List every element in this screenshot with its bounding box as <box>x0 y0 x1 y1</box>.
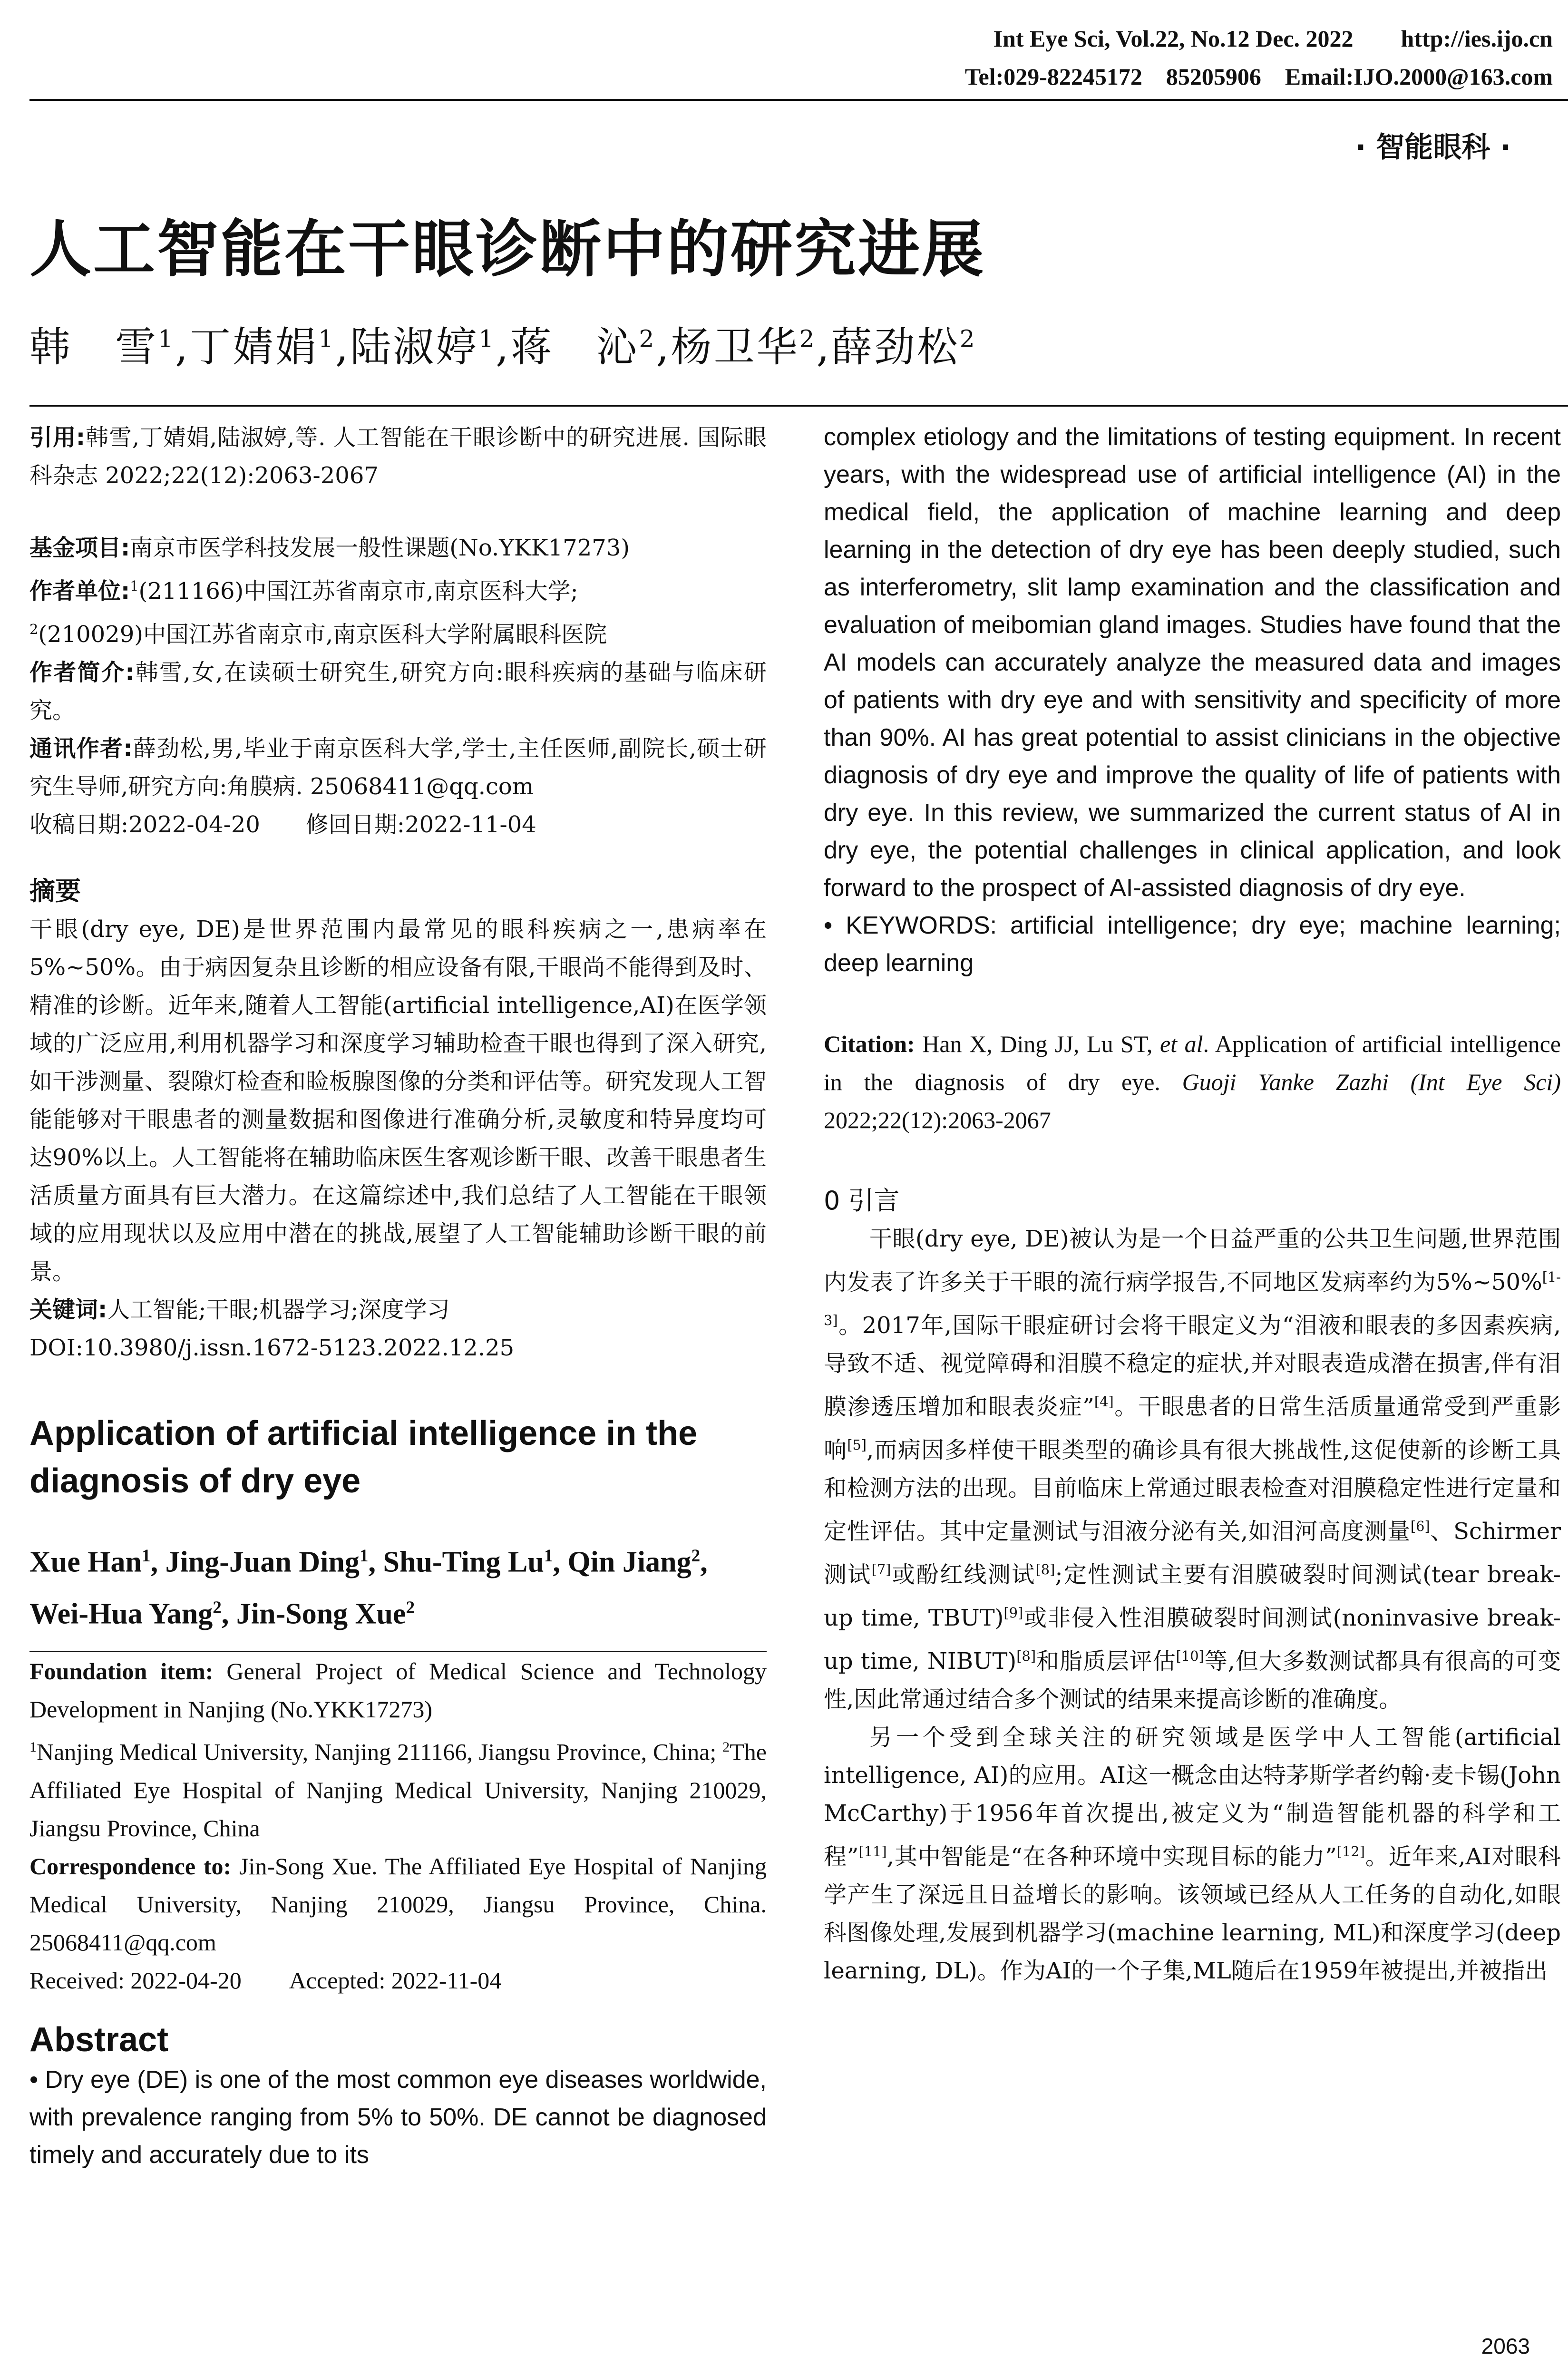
author-name: , Jing-Juan Ding <box>150 1546 360 1578</box>
correspondence-label: Correspondence to: <box>29 1852 232 1880</box>
page-number: 2063 <box>1481 2334 1530 2358</box>
received-en: Received: 2022-04-20 Accepted: 2022-11-04 <box>29 1967 502 1994</box>
reference-mark: [9] <box>1003 1605 1023 1621</box>
bio-text: 韩雪,女,在读硕士研究生,研究方向:眼科疾病的基础与临床研究。 <box>29 659 767 724</box>
corresponding-author <box>29 730 767 806</box>
corr-label: 通讯作者: <box>29 735 133 762</box>
paragraph-text: ;定性测试主要有泪膜破裂时间测试(tear break-up time, TBUT) <box>824 1561 1561 1631</box>
affiliation-mark: 2 <box>799 325 817 353</box>
author-name: , Wei-Hua Yang <box>29 1546 708 1630</box>
intro-heading: 0 引言 <box>824 1186 900 1216</box>
affiliation-mark: 1 <box>141 1546 151 1566</box>
affiliation-mark: 1 <box>359 1546 369 1566</box>
citation-en <box>824 1025 1561 1139</box>
reference-mark: [8] <box>1016 1648 1036 1664</box>
affiliation-mark: 1 <box>130 578 139 594</box>
paragraph-text: 或酚红线测试 <box>891 1561 1036 1588</box>
author-name: ,陆淑婷 <box>335 323 479 371</box>
abstract-en-continued: complex etiology and the limitations of testing equipment. In recent years, with the widespread use of artificial intelligence (AI) in the medical field, the application of machine learning and deep learning in the detection of dry eye has been deeply studied, such as interferometry, slit lamp examination and the classification and evaluation of meibomian gland images. Studies have found that the AI models can accurately analyze the measured data and images of patients with dry eye and with sensitivity and specificity of more than 90%. AI has great potential to assist clinicians in the objective diagnosis of dry eye and improve the quality of life of patients with dry eye. In this review, we summarized the current status of AI in dry eye, the potential challenges in clinical application, and look forward to the prospect of AI-assisted diagnosis of dry eye. <box>824 423 1561 902</box>
citation-en-text: 2022;22(12):2063-2067 <box>824 1107 1051 1133</box>
paragraph-text: 、Schirmer测试 <box>824 1518 1561 1588</box>
unit-text: (211166)中国江苏省南京市,南京医科大学; <box>138 578 578 604</box>
author-name: Xue Han <box>29 1546 142 1578</box>
reference-mark: [10] <box>1176 1648 1204 1664</box>
affiliation-mark: 1 <box>478 325 496 353</box>
reference-mark: [7] <box>871 1561 891 1578</box>
reference-mark: [12] <box>1336 1843 1365 1860</box>
keywords-text: 人工智能;干眼;机器学习;深度学习 <box>107 1296 450 1323</box>
unit-label: 作者单位: <box>29 578 130 604</box>
citation-text: 韩雪,丁婧娟,陆淑婷,等. 人工智能在干眼诊断中的研究进展. 国际眼科杂志 2022;22(12):2063-2067 <box>29 424 767 489</box>
keywords-label: 关键词: <box>29 1296 107 1323</box>
header-divider <box>29 99 1568 101</box>
correspondence-text: Jin-Song Xue. The Affiliated Eye Hospital of Nanjing Medical University, Nanjing 210029, Jiangsu Province, China. 25068411@qq.com <box>29 1852 767 1956</box>
title-divider <box>29 405 1568 407</box>
keywords-cn <box>29 1291 767 1329</box>
paragraph-text: 另一个受到全球关注的研究领域是医学中人工智能(artificial intelligence, AI)的应用。AI这一概念由达特茅斯学者约翰·麦卡锡(John McCarthy)于1956年首次提出,被定义为“制造智能机器的科学和工程” <box>824 1724 1561 1870</box>
english-author-list <box>29 1533 767 1637</box>
abstract-heading-en: Abstract <box>29 2020 169 2059</box>
author-name: ,蒋 沁 <box>496 323 639 371</box>
author-name: , Shu-Ting Lu <box>368 1546 544 1578</box>
foundation-label: Foundation item: <box>29 1658 214 1685</box>
affiliation-mark: 2 <box>213 1598 222 1617</box>
paragraph-text: 等,但大多数测试都具有很高的可变性,因此常通过结合多个测试的结果来提高诊断的准确度。 <box>824 1648 1561 1713</box>
author-name: ,薛劲松 <box>816 323 960 371</box>
author-name: ,丁婧娟 <box>175 323 319 371</box>
intro-paragraph-2 <box>824 1718 1561 1990</box>
author-name: 韩 雪 <box>29 323 158 371</box>
affiliation-mark: 2 <box>406 1598 415 1617</box>
foundation-en <box>29 1652 767 1728</box>
reference-mark: [5] <box>847 1437 867 1453</box>
keywords-en: • KEYWORDS: artificial intelligence; dry eye; machine learning; deep learning <box>824 912 1561 977</box>
affiliation-mark: 1 <box>29 1739 37 1755</box>
reference-mark: [6] <box>1410 1518 1430 1534</box>
author-bio <box>29 653 767 730</box>
abstract-heading-cn: 摘要 <box>29 876 81 906</box>
paragraph-text: 。2017年,国际干眼症研讨会将干眼定义为“泪液和眼表的多因素疾病,导致不适、视觉障碍和泪膜不稳定的症状,并对眼表造成潜在损害,伴有泪膜渗透压增加和眼表炎症” <box>824 1312 1561 1420</box>
english-title: Application of artificial intelligence in the diagnosis of dry eye <box>29 1414 698 1500</box>
author-units <box>29 567 767 653</box>
affiliations-en <box>29 1728 767 1847</box>
author-name: ,杨卫华 <box>656 323 799 371</box>
paragraph-text: 或非侵入性泪膜破裂时间测试(noninvasive break-up time, NIBUT) <box>824 1605 1561 1675</box>
fund-text: 南京市医学科技发展一般性课题(No.YKK17273) <box>130 535 630 561</box>
section-tag: · 智能眼科 · <box>1355 131 1511 164</box>
affiliation-text: The Affiliated Eye Hospital of Nanjing Medical University, Nanjing 210029, Jiangsu Province, China <box>29 1738 767 1841</box>
reference-mark: [4] <box>1094 1393 1114 1410</box>
paragraph-text: ,而病因多样使干眼类型的确诊具有很大挑战性,这促使新的诊断工具和检测方法的出现。目前临床上常通过眼表检查对泪膜稳定性进行定量和定性评估。其中定量测试与泪液分泌有关,如泪河高度测量 <box>824 1437 1561 1545</box>
author-list <box>29 314 977 373</box>
citation-label: 引用: <box>29 424 86 451</box>
affiliation-mark: 2 <box>691 1546 701 1566</box>
journal-header-line2: Tel:029-82245172 85205906 Email:IJO.2000@163.com <box>964 63 1553 90</box>
citation-en-etal: et al <box>1159 1031 1203 1057</box>
citation-en-text: Han X, Ding JJ, Lu ST, <box>915 1031 1160 1057</box>
paragraph-text: ,其中智能是“在各种环境中实现目标的能力” <box>886 1843 1337 1870</box>
paragraph-text: 。干眼患者的日常生活质量通常受到严重影响 <box>824 1393 1561 1463</box>
corr-text: 薛劲松,男,毕业于南京医科大学,学士,主任医师,副院长,硕士研究生导师,研究方向:角膜病. 25068411@qq.com <box>29 735 767 800</box>
affiliation-mark: 2 <box>959 325 977 353</box>
abstract-en-start: • Dry eye (DE) is one of the most common eye diseases worldwide, with prevalence ranging from 5% to 50%. DE cannot be diagnosed timely and accurately due to its <box>29 2065 767 2169</box>
reference-mark: [8] <box>1035 1561 1055 1578</box>
affiliation-mark: 2 <box>29 621 39 637</box>
journal-header-line1: Int Eye Sci, Vol.22, No.12 Dec. 2022 http://ies.ijo.cn <box>993 25 1553 52</box>
author-name: , Jin-Song Xue <box>221 1598 406 1630</box>
unit-text: (210029)中国江苏省南京市,南京医科大学附属眼科医院 <box>38 621 607 648</box>
doi: DOI:10.3980/j.issn.1672-5123.2022.12.25 <box>29 1335 515 1361</box>
abstract-cn: 干眼(dry eye, DE)是世界范围内最常见的眼科疾病之一,患病率在5%~50%。由于病因复杂且诊断的相应设备有限,干眼尚不能得到及时、精准的诊断。近年来,随着人工智能(artificial intelligence,AI)在医学领域的广泛应用,利用机器学习和深度学习辅助检查干眼也得到了深入研究,如干涉测量、裂隙灯检查和睑板腺图像的分类和评估等。研究发现人工智能能够对干眼患者的测量数据和图像进行准确分析,灵敏度和特异度均可达90%以上。人工智能将在辅助临床医生客观诊断干眼、改善干眼患者生活质量方面具有巨大潜力。在这篇综述中,我们总结了人工智能在干眼领域的应用现状以及应用中潜在的挑战,展望了人工智能辅助诊断干眼的前景。 <box>29 916 767 1285</box>
citation-en-journal: Guoji Yanke Zazhi (Int Eye Sci) <box>1182 1069 1561 1095</box>
intro-paragraph-1 <box>824 1220 1561 1718</box>
correspondence-en <box>29 1847 767 1961</box>
received-dates: 收稿日期:2022-04-20 修回日期:2022-11-04 <box>29 811 536 838</box>
affiliation-mark: 2 <box>639 325 656 353</box>
paragraph-text: 。近年来,AI对眼科学产生了深远且日益增长的影响。该领域已经从人工任务的自动化,如眼科图像处理,发展到机器学习(machine learning, ML)和深度学习(deep learning, DL)。作为AI的一个子集,ML随后在1959年被提出,并被指出 <box>824 1843 1561 1984</box>
right-column <box>824 419 1561 1990</box>
citation-en-text: . Application of artificial intelligence in the diagnosis of dry eye. <box>824 1031 1561 1095</box>
affiliation-mark: 2 <box>722 1739 730 1755</box>
author-name: , Qin Jiang <box>553 1546 691 1578</box>
reference-mark: [1-3] <box>824 1269 1561 1328</box>
affiliation-mark: 1 <box>158 325 175 353</box>
affiliation-mark: 1 <box>318 325 335 353</box>
affiliation-text: Nanjing Medical University, Nanjing 211166, Jiangsu Province, China; <box>37 1738 723 1765</box>
citation-en-label: Citation: <box>824 1031 915 1057</box>
bio-label: 作者简介: <box>29 659 135 686</box>
left-column <box>29 419 767 2174</box>
reference-mark: [11] <box>858 1843 887 1860</box>
fund-label: 基金项目: <box>29 535 130 561</box>
citation-cn <box>29 419 767 495</box>
affiliation-mark: 1 <box>544 1546 553 1566</box>
paragraph-text: 干眼(dry eye, DE)被认为是一个日益严重的公共卫生问题,世界范围内发表了许多关于干眼的流行病学报告,不同地区发病率约为5%~50% <box>824 1226 1561 1296</box>
article-title: 人工智能在干眼诊断中的研究进展 <box>29 213 986 285</box>
fund-info <box>29 529 767 567</box>
foundation-text: General Project of Medical Science and Technology Development in Nanjing (No.YKK17273) <box>29 1658 767 1723</box>
paragraph-text: 和脂质层评估 <box>1036 1648 1176 1675</box>
